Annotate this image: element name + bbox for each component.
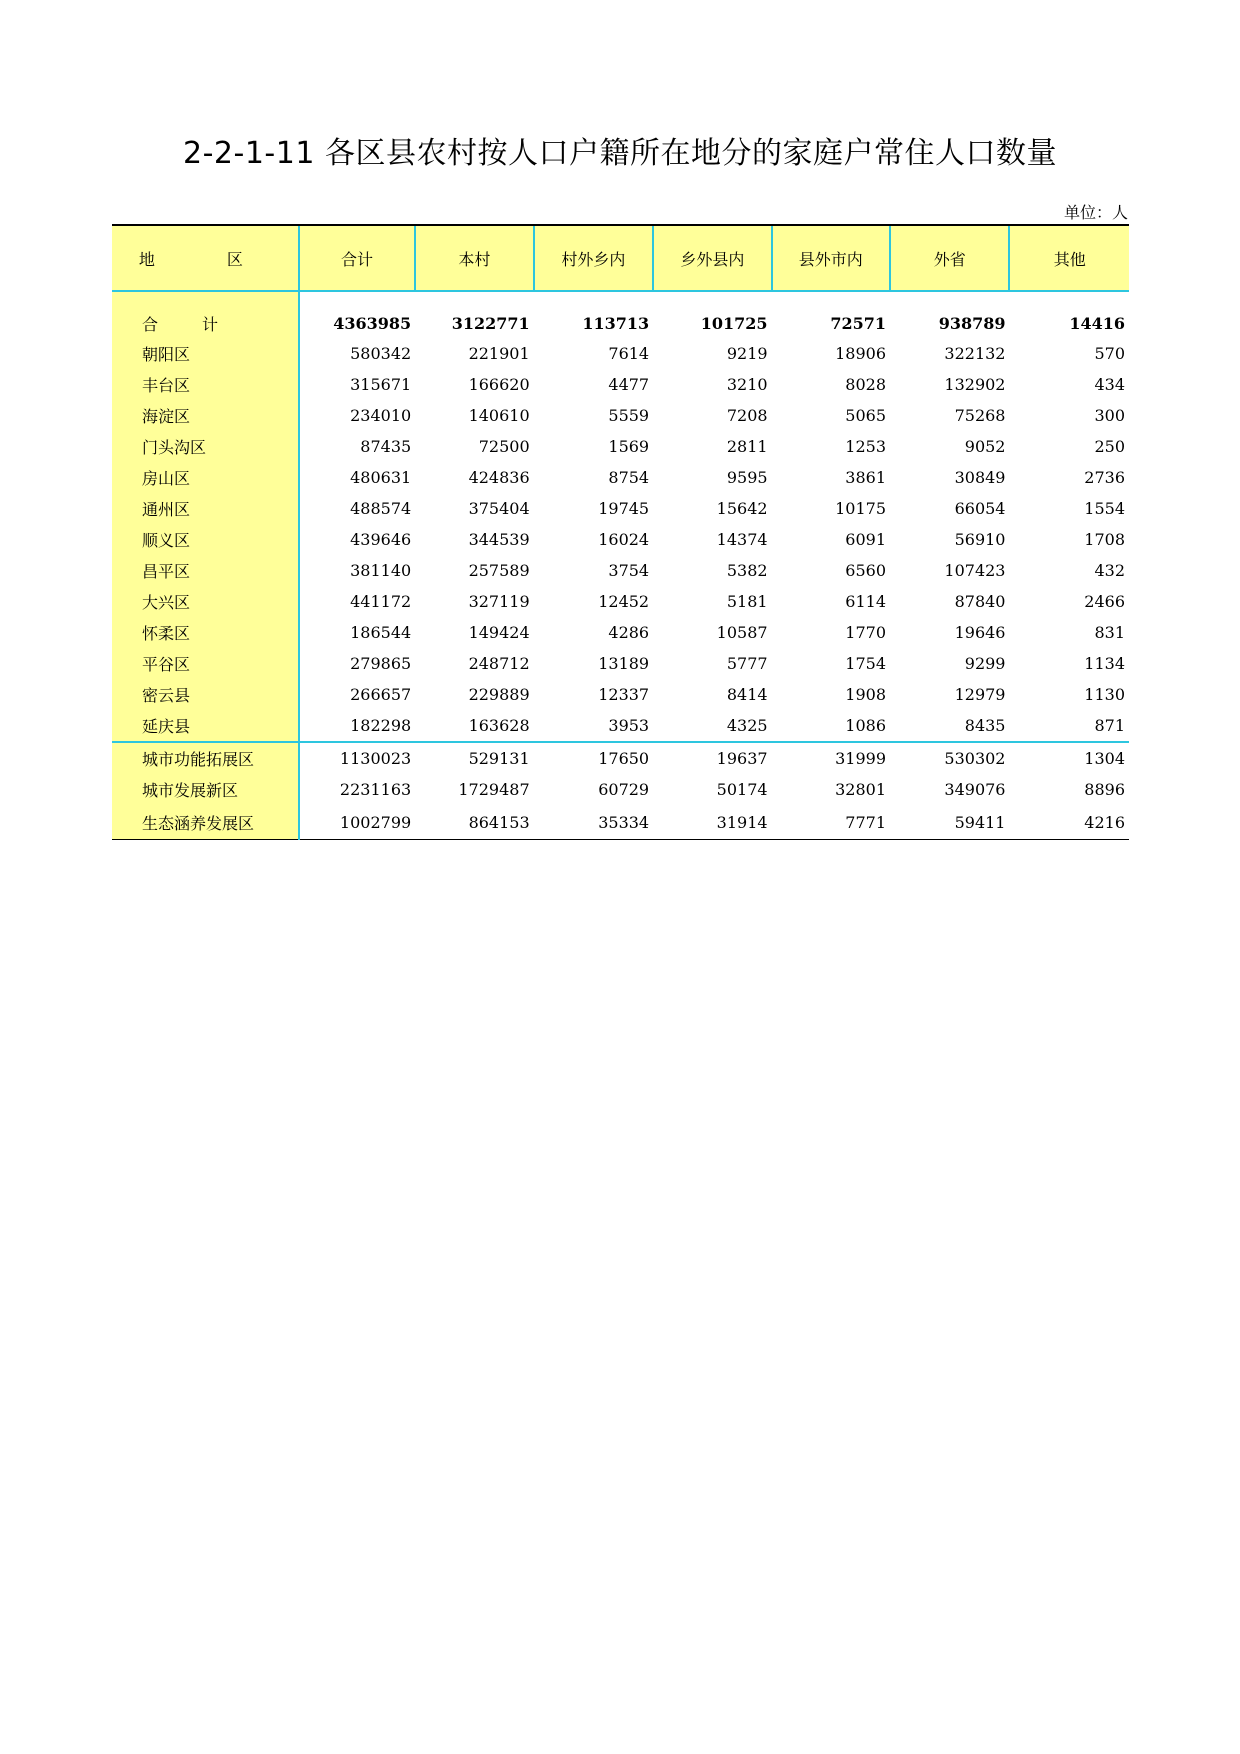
value-cell: 16024 [598,530,650,549]
value-cell: 4325 [726,716,768,735]
value-cell: 300 [1094,406,1125,425]
value-cell: 1134 [1084,654,1125,673]
value-cell: 140610 [468,406,530,425]
value-cell: 5382 [726,561,768,580]
value-cell: 570 [1094,344,1125,363]
table-row [112,462,1129,493]
value-cell: 9299 [964,654,1006,673]
value-cell: 87840 [954,592,1006,611]
value-cell: 2466 [1084,592,1125,611]
value-cell: 7771 [772,805,890,840]
value-cell: 4216 [1009,805,1129,840]
value-cell: 107423 [944,561,1006,580]
value-cell: 6560 [845,561,887,580]
header-row [112,225,1129,291]
table-row [112,710,1129,742]
table-row [112,524,1129,555]
table-row [112,369,1129,400]
table-row [112,617,1129,648]
header-outside-county-in-city: 县外市内 [772,225,890,291]
value-cell: 375404 [468,499,530,518]
value-cell: 87435 [360,437,412,456]
value-cell: 10587 [716,623,768,642]
value-cell: 5559 [608,406,650,425]
region-cell: 怀柔区 [112,617,299,648]
value-cell: 12337 [598,685,650,704]
region-cell: 门头沟区 [112,431,299,462]
value-cell: 488574 [350,499,412,518]
region-cell: 城市功能拓展区 [112,742,299,774]
value-cell: 864153 [415,805,533,840]
value-cell: 424836 [468,468,530,487]
value-cell: 580342 [350,344,412,363]
value-cell: 72500 [478,437,530,456]
header-region: 地 区 [112,225,299,291]
header-outside-township-in-county: 乡外县内 [653,225,771,291]
value-cell: 182298 [350,716,412,735]
value-cell: 349076 [944,780,1006,799]
value-cell: 529131 [415,742,533,774]
value-cell: 344539 [468,530,530,549]
total-row [112,291,1129,338]
value-cell: 8028 [845,375,887,394]
value-cell: 5065 [845,406,887,425]
region-cell: 合 计 [112,291,299,338]
value-cell: 938789 [938,313,1006,333]
value-cell: 434 [1094,375,1125,394]
value-cell: 14416 [1069,313,1125,333]
table-row [112,774,1129,805]
region-cell: 延庆县 [112,710,299,742]
value-cell: 5181 [726,592,768,611]
value-cell: 7614 [608,344,650,363]
value-cell: 432 [1094,561,1125,580]
region-cell: 生态涵养发展区 [112,805,299,840]
value-cell: 6091 [845,530,887,549]
value-cell: 480631 [350,468,412,487]
value-cell: 441172 [350,592,412,611]
table-row [112,586,1129,617]
value-cell: 1908 [845,685,887,704]
value-cell: 9052 [964,437,1006,456]
value-cell: 3122771 [451,313,530,333]
table-row [112,431,1129,462]
region-cell: 城市发展新区 [112,774,299,805]
table-row [112,338,1129,369]
header-other: 其他 [1009,225,1129,291]
value-cell: 2231163 [339,780,412,799]
value-cell: 3953 [608,716,650,735]
value-cell: 7208 [726,406,768,425]
value-cell: 1729487 [458,780,530,799]
value-cell: 17650 [534,742,653,774]
unit-label: 单位：人 [1063,203,1128,222]
table-row [112,742,1129,774]
value-cell: 8435 [964,716,1006,735]
page-title: 2-2-1-11 各区县农村按人口户籍所在地分的家庭户常住人口数量 [183,136,1057,171]
value-cell: 1130023 [299,742,415,774]
value-cell: 1754 [845,654,887,673]
value-cell: 12452 [598,592,650,611]
value-cell: 4286 [608,623,650,642]
value-cell: 250 [1094,437,1125,456]
value-cell: 8754 [608,468,650,487]
value-cell: 35334 [534,805,653,840]
value-cell: 9595 [726,468,768,487]
value-cell: 1554 [1084,499,1125,518]
value-cell: 132902 [944,375,1006,394]
value-cell: 75268 [954,406,1006,425]
table-row [112,805,1129,840]
value-cell: 8896 [1084,780,1125,799]
value-cell: 50174 [716,780,768,799]
header-outside-village-in-township: 村外乡内 [534,225,653,291]
value-cell: 10175 [835,499,887,518]
value-cell: 30849 [954,468,1006,487]
region-cell: 海淀区 [112,400,299,431]
value-cell: 12979 [954,685,1006,704]
value-cell: 1708 [1084,530,1125,549]
value-cell: 186544 [350,623,412,642]
value-cell: 257589 [468,561,530,580]
value-cell: 13189 [598,654,650,673]
header-own-village: 本村 [415,225,533,291]
value-cell: 1253 [845,437,887,456]
region-cell: 大兴区 [112,586,299,617]
value-cell: 1569 [608,437,650,456]
header-other-province: 外省 [890,225,1009,291]
value-cell: 221901 [468,344,530,363]
region-cell: 房山区 [112,462,299,493]
value-cell: 59411 [890,805,1009,840]
value-cell: 19745 [598,499,650,518]
table-row [112,648,1129,679]
value-cell: 322132 [944,344,1006,363]
region-cell: 朝阳区 [112,338,299,369]
table-row [112,493,1129,524]
value-cell: 248712 [468,654,530,673]
value-cell: 3210 [726,375,768,394]
region-cell: 通州区 [112,493,299,524]
value-cell: 5777 [726,654,768,673]
table-row [112,400,1129,431]
value-cell: 279865 [350,654,412,673]
value-cell: 3861 [845,468,887,487]
value-cell: 439646 [350,530,412,549]
value-cell: 19646 [954,623,1006,642]
value-cell: 101725 [700,313,768,333]
value-cell: 1086 [845,716,887,735]
header-total: 合计 [299,225,415,291]
value-cell: 19637 [653,742,771,774]
value-cell: 15642 [716,499,768,518]
value-cell: 3754 [608,561,650,580]
value-cell: 1130 [1084,685,1125,704]
region-cell: 丰台区 [112,369,299,400]
value-cell: 9219 [726,344,768,363]
value-cell: 530302 [890,742,1009,774]
value-cell: 60729 [598,780,650,799]
value-cell: 327119 [468,592,530,611]
value-cell: 871 [1094,716,1125,735]
region-cell: 昌平区 [112,555,299,586]
value-cell: 4363985 [333,313,412,333]
region-cell: 顺义区 [112,524,299,555]
table-row [112,679,1129,710]
value-cell: 1002799 [299,805,415,840]
value-cell: 14374 [716,530,768,549]
region-cell: 密云县 [112,679,299,710]
value-cell: 8414 [726,685,768,704]
data-table [112,224,1129,840]
value-cell: 2811 [726,437,768,456]
value-cell: 229889 [468,685,530,704]
value-cell: 18906 [835,344,887,363]
value-cell: 381140 [350,561,412,580]
value-cell: 31914 [653,805,771,840]
value-cell: 149424 [468,623,530,642]
value-cell: 315671 [350,375,412,394]
value-cell: 831 [1094,623,1125,642]
value-cell: 32801 [835,780,887,799]
value-cell: 72571 [830,313,887,333]
value-cell: 6114 [845,592,887,611]
value-cell: 56910 [954,530,1006,549]
value-cell: 234010 [350,406,412,425]
table-row [112,555,1129,586]
value-cell: 1770 [845,623,887,642]
value-cell: 31999 [772,742,890,774]
value-cell: 66054 [954,499,1006,518]
value-cell: 163628 [468,716,530,735]
value-cell: 266657 [350,685,412,704]
value-cell: 4477 [608,375,650,394]
value-cell: 113713 [582,313,650,333]
value-cell: 166620 [468,375,530,394]
region-cell: 平谷区 [112,648,299,679]
value-cell: 2736 [1084,468,1125,487]
value-cell: 1304 [1009,742,1129,774]
